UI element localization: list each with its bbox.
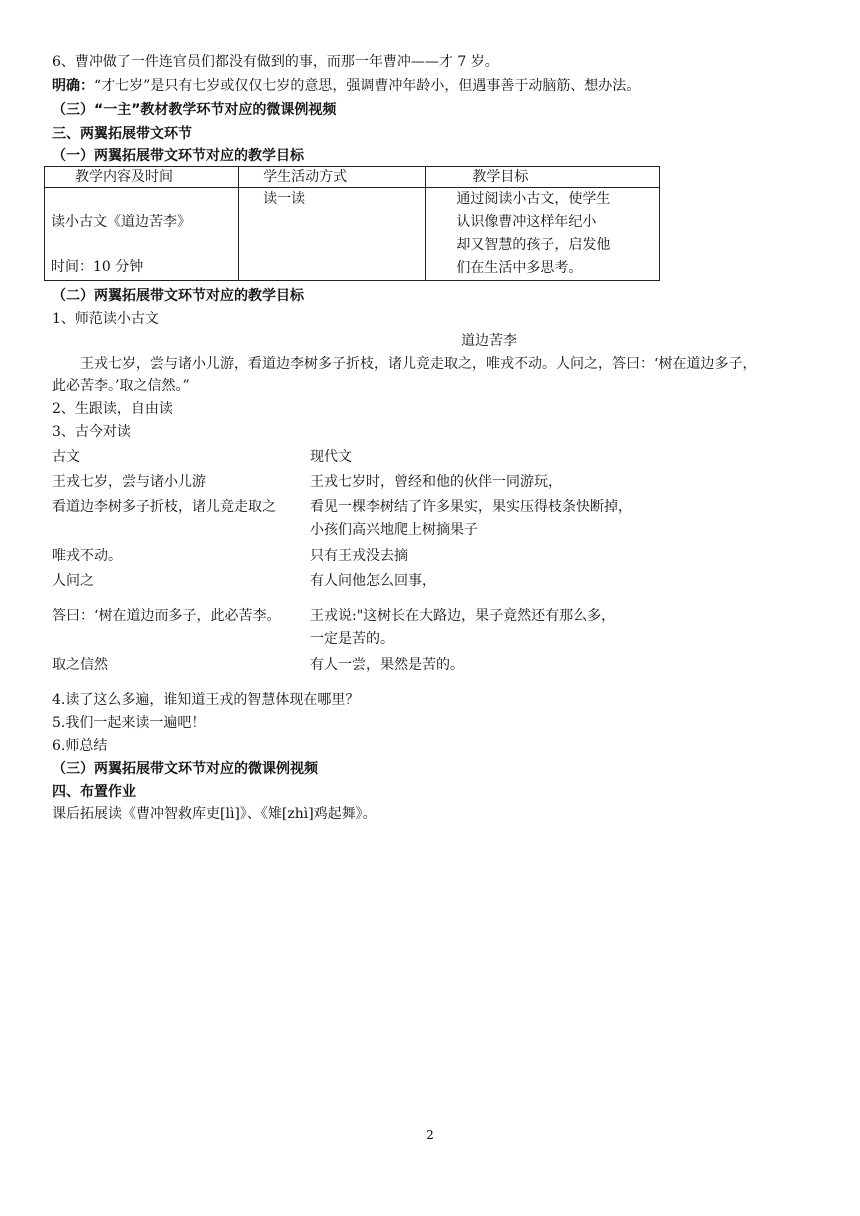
table-cell-goal [426, 188, 660, 281]
clarify-text: “才七岁”是只有七岁或仅仅七岁的意思，强调曹冲年龄小，但遇事善于动脑筋、想办法。 [94, 78, 641, 94]
page-number: 2 [426, 1128, 434, 1142]
classical-text: 看道边李树多子折枝，诸儿竞走取之 [52, 499, 276, 515]
clarify-label: 明确： [52, 78, 94, 94]
step-3-line: 3、古今对读 [52, 424, 131, 440]
compare-header-right: 现代文 [310, 449, 352, 465]
modern-text: 王戎七岁时，曾经和他的伙伴一同游玩， [310, 474, 562, 490]
content-time: 时间：10 分钟 [51, 259, 144, 275]
step-2-line: 2、生跟读，自由读 [52, 401, 173, 417]
modern-text: 一定是苦的。 [310, 631, 394, 647]
poem-line: 王戎七岁，尝与诸小儿游，看道边李树多子折枝，诸儿竞走取之，唯戎不动。人问之，答曰：‘树在道边多子， [80, 356, 757, 372]
section-heading: （一）两翼拓展带文环节对应的教学目标 [52, 148, 304, 164]
step-6-line: 6.师总结 [52, 738, 108, 754]
teaching-goals-table [44, 166, 660, 281]
section-heading: （三）两翼拓展带文环节对应的微课例视频 [52, 761, 318, 777]
table-row [45, 188, 660, 281]
modern-text: 有人一尝，果然是苦的。 [310, 657, 464, 673]
modern-text: 小孩们高兴地爬上树摘果子 [310, 522, 478, 538]
clarify-line [52, 76, 820, 96]
table-cell-content [45, 188, 239, 281]
step-1-line: 1、师范读小古文 [52, 311, 159, 327]
section-heading: 四、布置作业 [52, 784, 136, 800]
table-cell-activity: 读一读 [239, 188, 426, 281]
classical-text: 王戎七岁，尝与诸小儿游 [52, 474, 206, 490]
modern-text: 只有王戎没去摘 [310, 548, 408, 564]
section-heading: （二）两翼拓展带文环节对应的教学目标 [52, 288, 304, 304]
poem-title: 道边苦李 [461, 333, 517, 349]
goal-line: 通过阅读小古文，使学生 [456, 191, 611, 207]
goal-line: 们在生活中多思考。 [456, 260, 583, 276]
goal-line: 认识像曹冲这样年纪小 [456, 214, 597, 230]
step-6-line: 6、曹冲做了一件连官员们都没有做到的事，而那一年曹冲——才 7 岁。 [52, 54, 499, 70]
table-header-cell: 教学内容及时间 [45, 167, 239, 188]
modern-text: 看见一棵李树结了许多果实，果实压得枝条快断掉， [310, 499, 632, 515]
content-title: 读小古文《道边苦李》 [51, 214, 191, 230]
classical-text: 人问之 [52, 573, 94, 589]
step-5-line: 5.我们一起来读一遍吧！ [52, 715, 206, 731]
compare-header-left: 古文 [52, 449, 80, 465]
poem-line: 此必苦李。’取之信然。” [52, 378, 190, 394]
table-header-row [45, 167, 660, 188]
modern-text: 王戎说:"这树长在大路边，果子竟然还有那么多， [310, 608, 616, 624]
classical-text: 取之信然 [52, 657, 108, 673]
classical-text: 答曰：‘树在道边而多子，此必苦李。 [52, 608, 281, 624]
section-heading: 三、两翼拓展带文环节 [52, 126, 192, 142]
goal-line: 却又智慧的孩子，启发他 [456, 237, 611, 253]
homework-line: 课后拓展读《曹冲智救库吏[lì]》、《雉[zhì]鸡起舞》。 [52, 806, 377, 822]
modern-text: 有人问他怎么回事， [310, 573, 436, 589]
classical-text: 唯戎不动。 [52, 548, 122, 564]
table-header-cell: 教学目标 [426, 167, 660, 188]
step-4-line: 4.读了这么多遍，谁知道王戎的智慧体现在哪里？ [52, 692, 360, 708]
section-heading: （三）“一主”教材教学环节对应的微课例视频 [52, 102, 337, 118]
table-header-cell: 学生活动方式 [239, 167, 426, 188]
